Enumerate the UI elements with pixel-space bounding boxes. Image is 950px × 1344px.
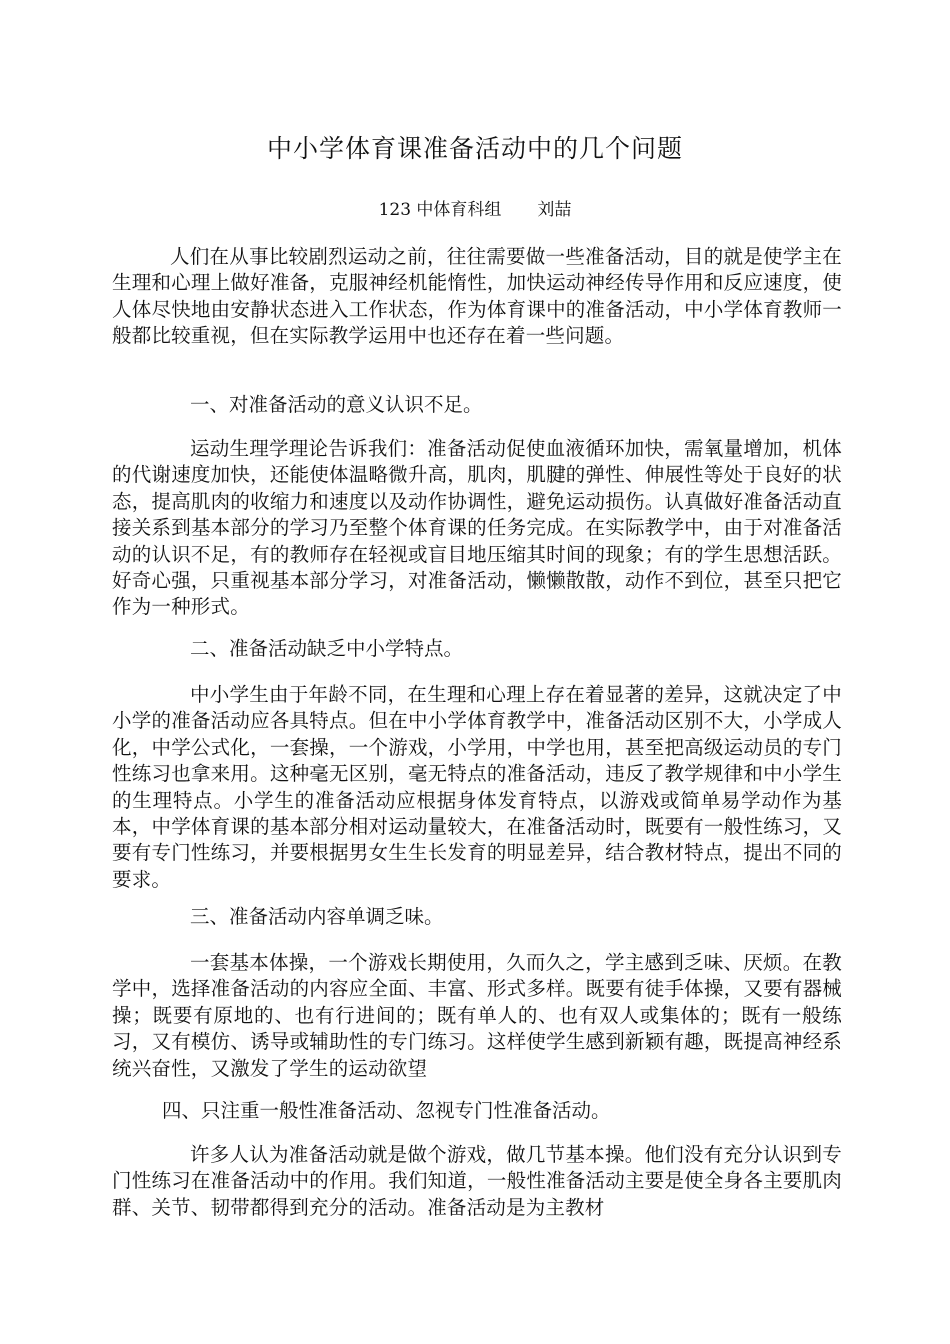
- section-body-2: 中小学生由于年龄不同，在生理和心理上存在着显著的差异，这就决定了中小学的准备活动应各具特点。但在中小学体育教学中，准备活动区别不大，小学成人化，中学公式化，一套操，一个游戏，小学用，中学也用，甚至把高级运动员的专门性练习也拿来用。这种毫无区别，毫无特点的准备活动，违反了教学规律和中小学生的生理特点。小学生的准备活动应根据身体发育特点，以游戏或简单易学动作为基本，中学体育课的基本部分相对运动量较大，在准备活动时，既要有一般性练习，又要有专门性练习，并要根据男女生生长发育的明显差异，结合教材特点，提出不同的要求。: [112, 683, 842, 891]
- section-heading-4: 四、只注重一般性准备活动、忽视专门性准备活动。: [162, 1099, 611, 1122]
- section-body-block-4: [112, 1142, 842, 1221]
- byline-author: 刘喆: [537, 200, 572, 220]
- intro-paragraph: 人们在从事比较剧烈运动之前，往往需要做一些准备活动，目的就是使学主在生理和心理上做好准备，克服神经机能惰性，加快运动神经传导作用和反应速度，使人体尽快地由安静状态进入工作状态，作为体育课中的准备活动，中小学体育教师一般都比较重视，但在实际教学运用中也还存在着一些问题。: [112, 245, 842, 348]
- section-heading-1: 一、对准备活动的意义认识不足。: [190, 393, 483, 416]
- document-byline: [0, 198, 950, 222]
- section-body-1: 运动生理学理论告诉我们：准备活动促使血液循环加快，需氧量增加，机体的代谢速度加快，还能使体温略微升高，肌肉，肌腱的弹性、伸展性等处于良好的状态，提高肌肉的收缩力和速度以及动作协调性，避免运动损伤。认真做好准备活动直接关系到基本部分的学习乃至整个体育课的任务完成。在实际教学中，由于对准备活动的认识不足，有的教师存在轻视或盲目地压缩其时间的现象；有的学生思想活跃。好奇心强，只重视基本部分学习，对准备活动，懒懒散散，动作不到位，甚至只把它作为一种形式。: [112, 437, 842, 619]
- section-heading-2: 二、准备活动缺乏中小学特点。: [190, 637, 464, 660]
- section-body-block-1: [112, 436, 842, 621]
- section-body-3: 一套基本体操，一个游戏长期使用，久而久之，学主感到乏味、厌烦。在教学中，选择准备活动的内容应全面、丰富、形式多样。既要有徒手体操，又要有器械操；既要有原地的、也有行进间的；既有单人的、也有双人或集体的；既有一般练习，又有模仿、诱导或辅助性的专门练习。这样使学生感到新颖有趣，既提高神经系统兴奋性，又激发了学生的运动欲望: [112, 951, 842, 1080]
- section-body-4: 许多人认为准备活动就是做个游戏，做几节基本操。他们没有充分认识到专门性练习在准备活动中的作用。我们知道，一般性准备活动主要是使全身各主要肌肉群、关节、韧带都得到充分的活动。准备活动是为主教材: [112, 1143, 842, 1219]
- byline-org: 123 中体育科组: [378, 200, 502, 220]
- intro-paragraph-block: [112, 244, 842, 350]
- section-body-block-2: [112, 682, 842, 893]
- section-body-block-3: [112, 950, 842, 1082]
- section-heading-3: 三、准备活动内容单调乏味。: [190, 905, 444, 928]
- document-title: 中小学体育课准备活动中的几个问题: [266, 134, 683, 163]
